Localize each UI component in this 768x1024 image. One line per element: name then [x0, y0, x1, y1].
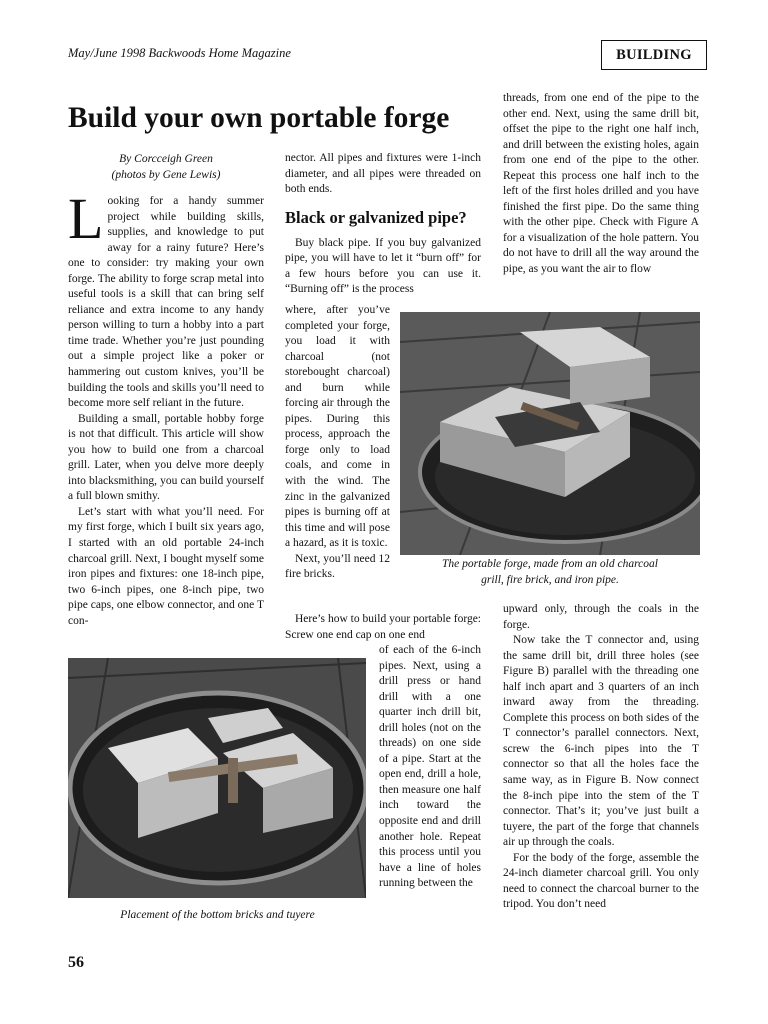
column-2-mid: [285, 612, 481, 643]
column-1: [68, 186, 264, 629]
subheading: Black or galvanized pipe?: [285, 207, 467, 227]
paragraph: threads, from one end of the pipe to the other end. Next, using the same drill bit, offset the pipe to the right one half inch, and drill between the existing holes, again from one end of the pipe to the other. Repeat this process one half inch to the left of the first holes drilled and you have finished the first pipe. Do the same thing with the other pipe. Check with Figure A for a visualization of the hole pattern. You do not have to drill all the way around the pipe, as you want the air to flow: [503, 92, 699, 276]
article-title: Build your own portable forge: [68, 102, 450, 134]
paragraph: Here’s how to build your portable forge: Screw one end cap on one end: [285, 613, 481, 641]
intro-text: ooking for a handy summer project while building skills, supplies, and knowledge to put away for a rainy future? Here’s one to consider: try making your own forge. The ability to forge scrap metal into useful tools is a skill that can bring self reliance and extra income to any handy person willing to turn a hobby into a part time trade. Whether you’re just pounding out a simple project like a poker or hammering out custom knives, you’ll be building the tools and skills you’ll need to become more self reliant in the future.: [68, 195, 264, 410]
paragraph: Now take the T connector and, using the same drill bit, drill three holes (see Figure B) parallel with the threading one half inch apart and 3 quarters of an inch inward away from the threading. Complete this process on both sides of the T connector’s parallel connectors. Next, screw the 6-inch pipes into the T connector so that all the holes face the same way, as in Figure B. Now connect the 8-inch pipe into the stem of the T connector. That’s it; you’ve just built a tuyere, the part of the forge that channels air up through the coals.: [503, 634, 699, 849]
magazine-issue: May/June 1998 Backwoods Home Magazine: [68, 46, 291, 60]
drop-cap: L: [68, 186, 104, 251]
byline: [68, 152, 264, 183]
intro-paragraph: [68, 186, 264, 412]
paragraph: Next, you’ll need 12 fire bricks.: [285, 552, 390, 581]
column-3-top: [503, 91, 699, 278]
page-number: 56: [68, 954, 84, 971]
paragraph: Let’s start with what you’ll need. For my first forge, which I built six years ago, I started with an old portable 24-inch charcoal grill. Next, I bought myself some iron pipes and fixtures: one 18-inch pipe, two 6-inch pipes, one 8-inch pipe, two pipe caps, one elbow connector, and one T con-: [68, 505, 264, 627]
paragraph: Buy black pipe. If you buy galvanized pipe, you will have to let it “burn off” for a few hours before you can use it. “Burning off” is the process: [285, 236, 481, 296]
paragraph: nector. All pipes and fixtures were 1-inch diameter, and all pipes were threaded on both ends.: [285, 152, 481, 196]
section-tag: BUILDING: [601, 40, 707, 70]
forge-photo: [400, 312, 700, 555]
column-3-bottom: [503, 602, 699, 913]
paragraph: Building a small, portable hobby forge is not that difficult. This article will show you how to build one from a charcoal grill. Later, when you delve more deeply into blacksmithing, you can build yourself a full blown smithy.: [68, 412, 264, 503]
top-photo-caption: The portable forge, made from an old charcoal grill, fire brick, and iron pipe.: [442, 558, 658, 586]
paragraph: of each of the 6-inch pipes. Next, using a drill press or hand drill with a one quarter inch drill bit, drill holes (not on the threads) on one side of a pipe. Start at the open end, drill a hole, then measure one half inch toward the opposite end and drill another hole. Repeat this process until you have a line of holes running between the: [379, 644, 481, 890]
column-2-narrow: [285, 303, 390, 583]
paragraph: where, after you’ve completed your forge, you load it with charcoal (not storebought charcoal) and burn while forcing air through the pipes. During this process, approach the forge only to load coals, and come in with the wind. The zinc in the galvanized pipes is burning off at this time and will pose a hazard, as it is toxic.: [285, 304, 390, 550]
column-2-bottom: [379, 643, 481, 892]
bottom-photo-caption: Placement of the bottom bricks and tuyere: [120, 909, 315, 921]
paragraph: For the body of the forge, assemble the 24-inch diameter charcoal grill. You only need to connect the charcoal burner to the tripod. You don’t need: [503, 851, 699, 911]
bricks-tuyere-photo: [68, 658, 366, 898]
byline-author: By Corcceigh Green: [119, 153, 213, 165]
column-2-top: [285, 151, 481, 298]
byline-photos: (photos by Gene Lewis): [111, 168, 221, 181]
paragraph: upward only, through the coals in the forge.: [503, 603, 699, 631]
